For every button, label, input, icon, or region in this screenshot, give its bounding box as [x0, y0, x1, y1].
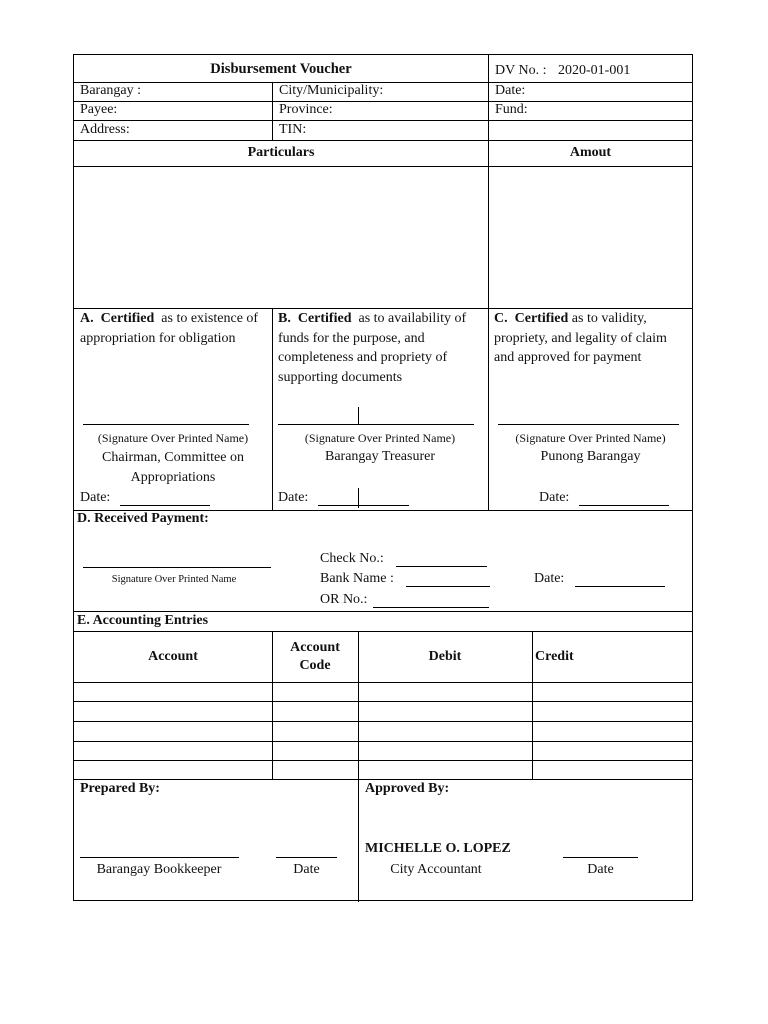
rule: [74, 120, 692, 121]
check-no-label: Check No.:: [320, 551, 384, 566]
received-date-line: [575, 586, 665, 587]
column-debit: Debit: [428, 649, 462, 664]
rule: [272, 308, 273, 510]
received-signature-line: [83, 567, 271, 568]
approved-date-caption: Date: [587, 862, 614, 877]
role-treasurer: Barangay Treasurer: [324, 449, 436, 464]
rule: [74, 140, 692, 141]
bank-name-line: [406, 586, 490, 587]
rule: [74, 760, 692, 761]
prepared-by-label: Prepared By:: [80, 781, 160, 796]
rule: [74, 166, 692, 167]
voucher-title: Disbursement Voucher: [210, 61, 352, 77]
date-label-b: Date:: [278, 490, 309, 505]
certification-b-text: [278, 309, 486, 387]
province-label: Province:: [279, 102, 333, 117]
accounting-entries-heading: E. Accounting Entries: [77, 613, 209, 628]
rule: [74, 682, 692, 683]
rule: [74, 631, 692, 632]
tin-label: TIN:: [279, 122, 307, 137]
dv-number: 2020-01-001: [558, 63, 631, 78]
date-label: Date:: [495, 83, 526, 98]
date-line-c: [579, 505, 669, 506]
role-bookkeeper: Barangay Bookkeeper: [96, 862, 222, 877]
column-credit: Credit: [535, 649, 574, 664]
disbursement-voucher-form: [73, 54, 693, 901]
signature-line-c: [498, 424, 679, 425]
fund-label: Fund:: [495, 102, 528, 117]
signature-caption-b: (Signature Over Printed Name): [304, 431, 456, 445]
date-line-b: [318, 505, 409, 506]
certification-a-bold: Certified: [100, 311, 155, 326]
rule: [532, 631, 533, 779]
prepared-date-caption: Date: [293, 862, 320, 877]
received-date-label: Date:: [534, 571, 565, 586]
role-punong-barangay: Punong Barangay: [540, 449, 641, 464]
approver-name: MICHELLE O. LOPEZ: [365, 841, 511, 856]
certification-b-body: as to availability of funds for the purpose, and completeness and propriety of supporting documents: [278, 311, 467, 385]
rule: [358, 407, 359, 425]
certification-c-letter: C.: [494, 311, 508, 326]
amount-heading: Amout: [569, 145, 612, 160]
certification-a-text: [80, 309, 270, 348]
certification-a-letter: A.: [80, 311, 94, 326]
signature-caption-a: (Signature Over Printed Name): [97, 431, 249, 445]
date-label-a: Date:: [80, 490, 111, 505]
certification-c-body: as to validity, propriety, and legality of claim and approved for payment: [494, 311, 667, 365]
city-label: City/Municipality:: [279, 83, 384, 98]
rule: [272, 82, 273, 141]
dv-number-label: DV No. :: [495, 63, 547, 78]
received-signature-caption: Signature Over Printed Name: [111, 574, 237, 585]
signature-caption-c: (Signature Over Printed Name): [515, 431, 666, 445]
signature-line-a: [83, 424, 249, 425]
certification-a-body: as to existence of appropriation for obligation: [80, 311, 259, 346]
rule: [74, 741, 692, 742]
date-label-c: Date:: [539, 490, 570, 505]
role-chairman: Chairman, Committee on Appropriations: [102, 450, 244, 485]
address-label: Address:: [80, 122, 130, 137]
rule: [74, 721, 692, 722]
approved-date-line: [563, 857, 638, 858]
column-account: Account: [148, 649, 198, 664]
certification-b-letter: B.: [278, 311, 291, 326]
rule: [272, 631, 273, 779]
rule: [74, 101, 692, 102]
approved-by-label: Approved By:: [365, 781, 450, 796]
check-no-line: [396, 566, 487, 567]
bank-name-label: Bank Name :: [320, 571, 394, 586]
certification-b-bold: Certified: [297, 311, 352, 326]
prepared-signature-line: [80, 857, 239, 858]
or-no-label: OR No.:: [320, 592, 368, 607]
date-line-a: [120, 505, 210, 506]
prepared-date-line: [276, 857, 337, 858]
rule: [358, 631, 359, 902]
column-account-code: Account Code: [290, 640, 340, 673]
role-city-accountant: City Accountant: [390, 862, 482, 877]
signature-line-b: [278, 424, 474, 425]
payee-label: Payee:: [80, 102, 118, 117]
received-payment-heading: D. Received Payment:: [77, 511, 209, 526]
barangay-label: Barangay :: [80, 83, 142, 98]
or-no-line: [373, 607, 489, 608]
particulars-heading: Particulars: [247, 145, 315, 160]
certification-c-bold: Certified: [514, 311, 569, 326]
certification-c-text: [494, 309, 690, 368]
rule: [74, 701, 692, 702]
